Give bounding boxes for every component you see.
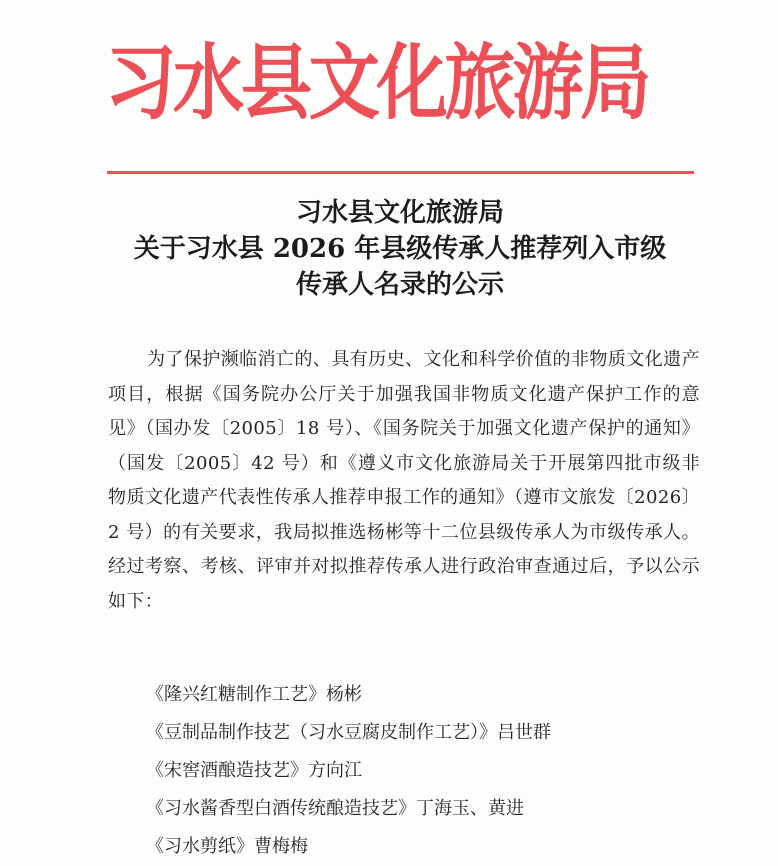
list-item: 《习水剪纸》曹梅梅 [146,836,308,857]
letterhead-org-name: 习水县文化旅游局 [105,35,648,131]
list-item: 《习水酱香型白酒传统酿造技艺》丁海玉、黄进 [146,798,524,819]
notice-title-line-2: 关于习水县 2026 年县级传承人推荐列入市级 [133,234,667,264]
body-paragraph: 为了保护濒临消亡的、具有历史、文化和科学价值的非物质文化遗产项目，根据《国务院办公厅关于加强我国非物质文化遗产保护工作的意见》（国办发〔2005〕18 号）、《国务院关于加强文化遗产保护的通知》（国发〔2005〕42 号）和《遵义市文化旅游局关于开展第四批市级非物质文化遗产代表性传承人推荐申报工作的通知》（遵市文旅发〔2026〕2 号）的有关要求，我局拟推选杨彬等十二位县级传承人为市级传承人。经过考察、考核、评审并对拟推荐传承人进行政治审查通过后，予以公示如下： [108,349,700,612]
notice-title-line-1: 习水县文化旅游局 [295,198,504,228]
list-item: 《宋窖酒酿造技艺》方向江 [146,760,362,781]
notice-title-line-3: 传承人名录的公示 [295,270,504,300]
inheritor-list [146,676,746,866]
list-item: 《隆兴红糖制作工艺》杨彬 [146,684,362,705]
letterhead-divider [107,171,694,174]
list-item: 《豆制品制作技艺（习水豆腐皮制作工艺）》吕世群 [146,722,551,743]
